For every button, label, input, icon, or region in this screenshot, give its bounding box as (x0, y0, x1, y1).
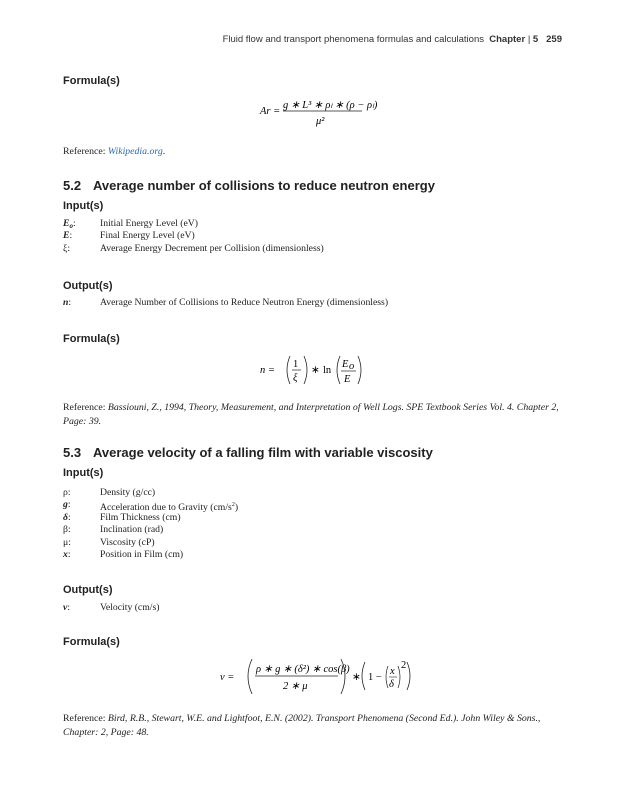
input-desc: Final Energy Level (eV) (100, 230, 195, 242)
eq-n-denominator: E (344, 374, 351, 385)
chapter-number: 5 (532, 34, 539, 45)
chapter-label: Chapter (489, 34, 526, 45)
section-number: 5.2 (63, 178, 82, 193)
eq-ar-denominator: μ² (316, 116, 325, 127)
reference-5-3 (63, 712, 563, 740)
eq-v-times: ∗ (352, 672, 361, 683)
eq-n-numerator: E (342, 359, 349, 370)
input-item: β: Inclination (rad) (63, 524, 164, 536)
reference-label: Reference: (63, 713, 106, 724)
section-title: Average number of collisions to reduce neutron energy (93, 178, 435, 193)
reference-text: Bassiouni, Z., 1994, Theory, Measurement, and Interpretation of Well Logs. SPE Textbook Series Vol. 4. Chapter 2, Page: 39. (63, 402, 559, 427)
eq-ar-numerator: g ∗ L³ ∗ ρₗ ∗ (ρ − ρₗ) (283, 100, 378, 111)
eq-ar-lhs: Ar = (260, 106, 281, 117)
output-heading-5-3: Output(s) (63, 584, 113, 596)
eq-v-numerator: ρ ∗ g ∗ (δ²) ∗ cos(β) (256, 664, 350, 675)
eq-v-paren-left-2 (362, 662, 365, 690)
reference-link[interactable]: Wikipedia.org (107, 146, 163, 157)
reference-text: Bird, R.B., Stewart, W.E. and Lightfoot, E.N. (2002). Transport Phenomena (Second Ed.). John Wiley & Sons., Chapter: 2, Page: 48. (63, 713, 541, 738)
eq-n-numerator-sub: o (349, 361, 355, 372)
eq-n-xi: ξ (293, 373, 298, 384)
input-item: δ: Film Thickness (cm) (63, 511, 181, 523)
input-item: E: Final Energy Level (eV) (63, 230, 195, 242)
output-item: n: Average Number of Collisions to Reduce Neutron Energy (dimensionless) (63, 297, 389, 308)
input-item: ρ: Density (g/cc) (63, 487, 156, 498)
eq-v-paren-right-2 (407, 662, 410, 690)
input-desc: Density (g/cc) (100, 487, 156, 498)
output-desc: Average Number of Collisions to Reduce Neutron Energy (dimensionless) (100, 297, 389, 308)
output-heading-5-2: Output(s) (63, 280, 113, 292)
running-header (223, 34, 562, 45)
eq-n-paren-left-2 (337, 356, 340, 384)
input-item: x: Position in Film (cm) (63, 548, 184, 560)
section-5-3-heading (63, 445, 433, 460)
input-list-5-3 (63, 487, 238, 561)
eq-v-one-minus: 1 − (368, 672, 382, 683)
reference-top (63, 145, 563, 159)
output-list-5-2 (63, 297, 388, 309)
input-heading-5-3: Input(s) (63, 467, 104, 479)
eq-n-paren-left-1 (287, 356, 290, 384)
input-desc: Initial Energy Level (eV) (100, 218, 199, 229)
eq-v-x: x (390, 666, 395, 677)
input-desc: Position in Film (cm) (100, 548, 184, 560)
section-title: Average velocity of a falling film with variable viscosity (93, 445, 433, 460)
eq-n-paren-right-2 (358, 356, 361, 384)
archimedes-number-equation (230, 95, 400, 131)
output-desc: Velocity (cm/s) (100, 602, 160, 613)
eq-v-square: 2 (401, 660, 407, 671)
reference-label: Reference: (63, 146, 106, 157)
formula-heading-5-2: Formula(s) (63, 333, 120, 345)
reference-period: . (162, 146, 166, 157)
output-list-5-3 (63, 602, 159, 614)
reference-label: Reference: (63, 402, 106, 413)
eq-n-one: 1 (293, 359, 299, 370)
input-list-5-2 (63, 218, 324, 255)
eq-n-paren-right-1 (304, 356, 307, 384)
page-number: 259 (546, 34, 562, 45)
input-desc: Inclination (rad) (100, 524, 164, 536)
input-desc: Acceleration due to Gravity $(cm/s^2)$ (100, 502, 239, 514)
eq-n-lhs: n = (260, 365, 275, 376)
running-title: Fluid flow and transport phenomena formulas and calculations (222, 34, 484, 45)
eq-n-times: ∗ (311, 365, 320, 376)
input-heading-5-2: Input(s) (63, 200, 104, 212)
reference-5-2 (63, 401, 563, 429)
eq-v-paren-left-1 (248, 659, 252, 694)
collisions-equation (250, 352, 380, 388)
formula-heading-top: Formula(s) (63, 75, 120, 87)
input-desc: Film Thickness (cm) (100, 511, 181, 523)
eq-v-denominator: 2 ∗ μ (283, 681, 308, 692)
input-item: $E_o$: Initial Energy Level (eV) (63, 218, 199, 230)
input-item: μ: Viscosity (cP) (63, 536, 155, 548)
section-5-2-heading (63, 178, 435, 193)
section-number: 5.3 (63, 445, 82, 460)
output-item: v: Velocity (cm/s) (63, 602, 160, 613)
input-desc: Viscosity (cP) (100, 536, 155, 548)
eq-v-lhs: v = (220, 672, 235, 683)
eq-n-ln: ln (323, 365, 332, 376)
eq-v-delta: δ (389, 679, 394, 690)
formula-heading-5-3: Formula(s) (63, 636, 120, 648)
falling-film-velocity-equation (215, 656, 415, 698)
input-item: ξ: Average Energy Decrement per Collision (dimensionless) (63, 242, 324, 254)
input-desc: Average Energy Decrement per Collision (dimensionless) (100, 242, 324, 254)
input-item: g: Acceleration due to Gravity $(cm/s^2)$ (63, 499, 239, 514)
chapter-separator: | (527, 34, 531, 45)
